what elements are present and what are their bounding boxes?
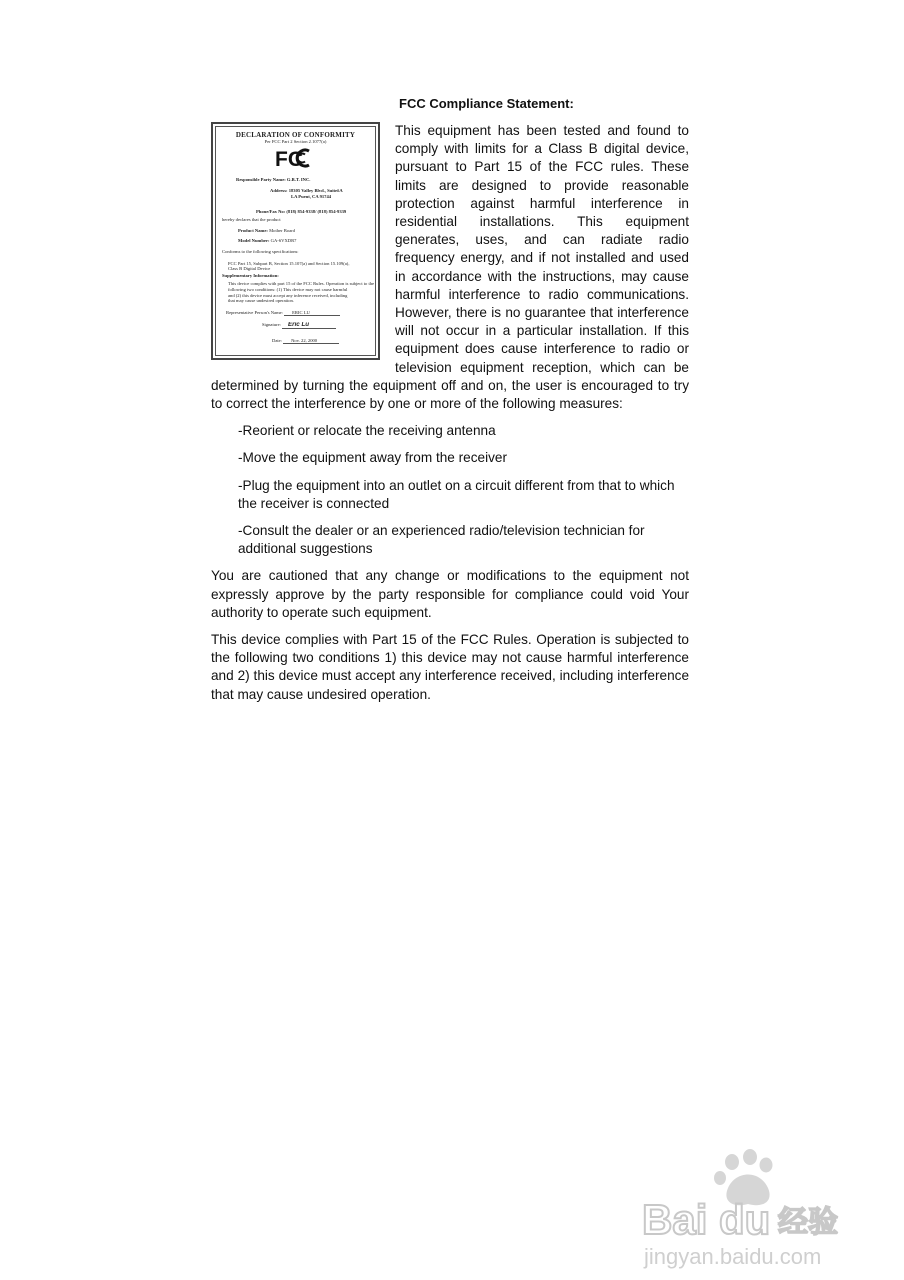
caution-paragraph: You are cautioned that any change or modifications to the equipment not expressly approve by the party responsible for compliance could void Your authority to operate such equipment.	[211, 568, 689, 620]
fcc-logo-icon	[216, 147, 375, 171]
watermark-cn-text: 经验	[778, 1205, 838, 1240]
model-value: GA-6VXDR7	[270, 238, 297, 244]
declaration-of-conformity-image	[211, 122, 380, 360]
phone-value: (818) 854-9338/ (818) 854-9339	[286, 208, 347, 214]
product-label: Product Name:	[238, 227, 268, 233]
supplementary-label: Supplementary Information:	[222, 272, 279, 278]
declaration-subtitle: Per FCC Part 2 Section 2.1077(a)	[264, 138, 327, 144]
list-item: -Reorient or relocate the receiving antenna	[238, 423, 496, 439]
list-item: -Plug the equipment into an outlet on a circuit different from that to which the receiver is connected	[238, 477, 675, 511]
compliance-paragraph: This device complies with Part 15 of the FCC Rules. Operation is subjected to the following two conditions 1) this device may not cause harmful interference and 2) this device must accept any interference received, including interference that may cause undesired operation.	[211, 632, 689, 702]
address-label: Address:	[270, 188, 288, 194]
supp-line3: and (2) this device must accept any inference received, including	[228, 292, 348, 298]
baidu-jingyan-watermark	[640, 1148, 850, 1270]
intro-paragraph: This equipment has been tested and found to comply with limits for a Class B digital device, pursuant to Part 15 of the FCC rules. These limits are designed to provide reasonable protection against harmful interference in residential installations. This equipment generates, uses, and can radiate radio frequency energy, and if not installed and used in accordance with the instructions, may cause harmful interference to radio communications. However, there is no guarantee that interference will not occur in a particular installation. If this equipment does cause interference to radio or television equipment reception, which can be determined by turning the equipment off and on, the user is encouraged to try to correct the interference by one or more of the following measures:	[211, 123, 689, 412]
date-label: Date:	[272, 337, 282, 343]
rep-value: ERIC LU	[284, 310, 340, 317]
supp-line1: This device complies with part 15 of the FCC Rules. Operation is subject to the	[228, 281, 375, 287]
spec-line1: FCC Part 15, Subpart B, Section 15.107(a) and Section 15.109(a),	[228, 260, 350, 266]
page-title: FCC Compliance Statement:	[399, 96, 574, 111]
party-value: G.B.T. INC.	[286, 176, 311, 182]
address-line1: 18305 Valley Blvd., Suite#A	[288, 188, 343, 194]
declares-text: hereby declares that the product	[222, 217, 281, 223]
document-body	[211, 122, 689, 704]
conforms-text: Conforms to the following specifications:	[222, 248, 299, 254]
watermark-brand: Bai du	[642, 1196, 771, 1243]
date-value: Nov. 22, 2000	[283, 338, 339, 345]
fcc-logo-text: FC	[274, 148, 303, 170]
supp-line2: following two conditions: (1) This device may not cause harmful	[228, 286, 348, 292]
list-item: -Consult the dealer or an experienced radio/television technician for additional suggestions	[238, 523, 645, 557]
model-label: Model Number:	[238, 238, 270, 244]
watermark-url: jingyan.baidu.com	[644, 1244, 822, 1269]
signature-label: Signature:	[262, 322, 281, 328]
product-value: Mother Board	[269, 227, 295, 233]
signature-value: Eric Lu	[282, 322, 336, 329]
declaration-title: DECLARATION OF CONFORMITY	[235, 131, 356, 139]
spec-line2: Class B Digital Device	[228, 266, 271, 272]
address-line2: LA Puent, CA 91744	[291, 193, 332, 199]
rep-label: Representative Person's Name:	[226, 309, 283, 315]
party-label: Responsible Party Name:	[236, 176, 286, 182]
supp-line4: that may cause undesired operation.	[228, 298, 294, 304]
list-item: -Move the equipment away from the receiver	[238, 450, 507, 466]
phone-label: Phone/Fax No:	[256, 208, 286, 214]
